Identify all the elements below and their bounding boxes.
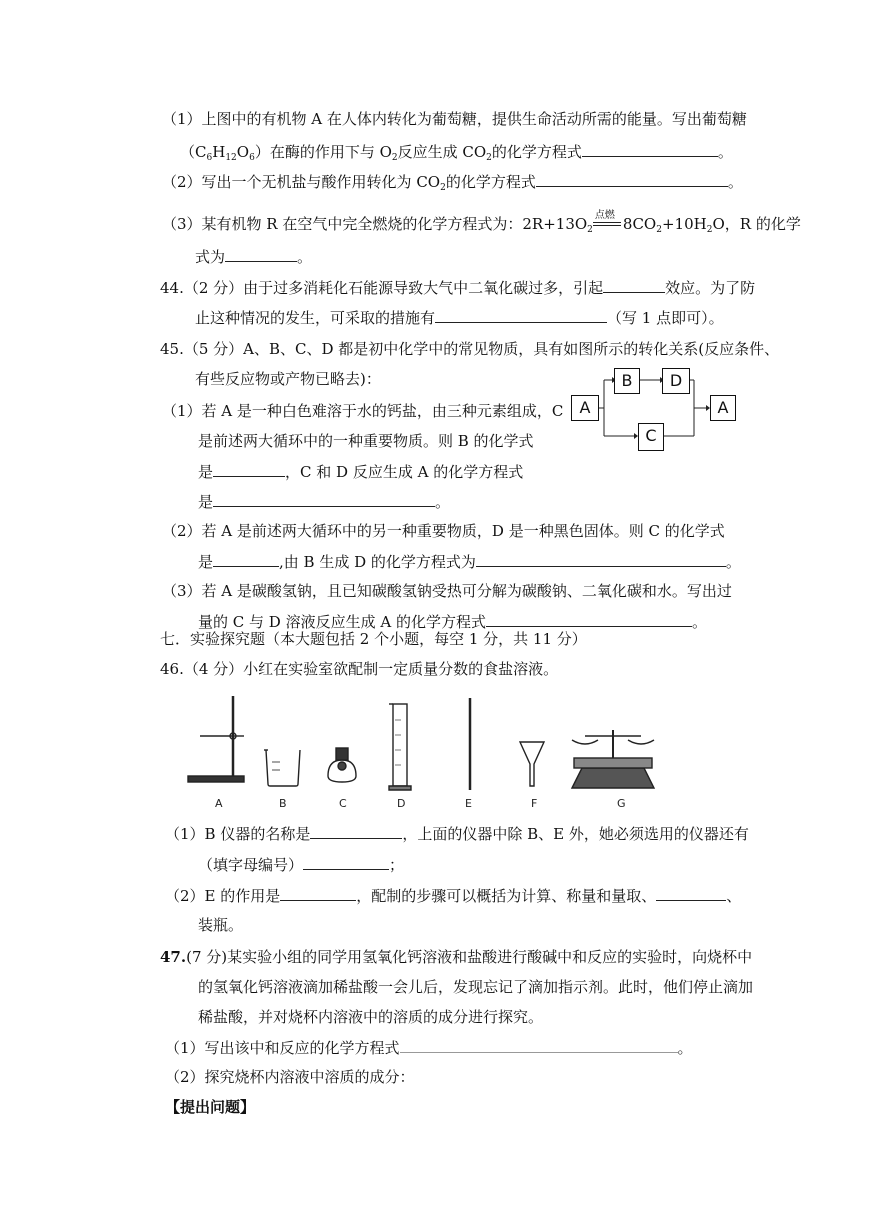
q45-part1-line2: 是前述两大循环中的一种重要物质。则 B 的化学式 <box>198 432 534 450</box>
answer-blank[interactable] <box>435 306 607 323</box>
q45-part3-line2: 量的 C 与 D 溶液反应生成 A 的化学方程式 。 <box>198 610 707 633</box>
q46-part1-line2: （填字母编号） ； <box>198 853 404 876</box>
q47-part2: （2）探究烧杯内溶液中溶质的成分： <box>165 1068 415 1086</box>
q46-part1-line1: （1）B 仪器的名称是 ，上面的仪器中除 B、E 外，她必须选用的仪器还有 <box>165 822 749 845</box>
q46-part2-line1: （2）E 的作用是 ，配制的步骤可以概括为计算、称量和量取、 、 <box>165 884 741 907</box>
q44-line1: 44.（2 分）由于过多消耗化石能源导致大气中二氧化碳过多，引起 效应。为了防 <box>160 276 755 299</box>
apparatus-label-f: F <box>531 797 538 810</box>
apparatus-label-b: B <box>279 797 287 810</box>
answer-blank[interactable] <box>213 460 285 477</box>
q45-part2-line2: 是 ,由 B 生成 D 的化学方程式为 。 <box>198 550 741 573</box>
answer-blank[interactable] <box>582 140 718 157</box>
answer-blank[interactable] <box>213 550 279 567</box>
q45-part1-line3: 是 ，C 和 D 反应生成 A 的化学方程式 <box>198 460 523 483</box>
q43-part1-line2: $(C_6H_{12}O_6)$在酶的作用下与 $O_2$反应生成 $CO_2$的化学方程式 。 <box>180 140 733 163</box>
q43-part1-line1: （1）上图中的有机物 A 在人体内转化为葡萄糖，提供生命活动所需的能量。写出葡萄糖 <box>162 110 747 128</box>
q47-line2: 的氢氧化钙溶液滴加稀盐酸一会儿后，发现忘记了滴加指示剂。此时，他们停止滴加 <box>198 978 754 996</box>
answer-blank[interactable] <box>310 822 402 839</box>
q45-part1-line4: 是 。 <box>198 490 450 513</box>
q47-line1: 47.(7 分)某实验小组的同学用氢氧化钙溶液和盐酸进行酸碱中和反应的实验时，向烧杯中 <box>160 948 753 966</box>
diagram-node-b: B <box>614 368 640 394</box>
q43-part3-line2: 式为 。 <box>195 245 312 268</box>
q45-line1: 45.（5 分）A、B、C、D 都是初中化学中的常见物质，具有如图所示的转化关系(反应条件、 <box>160 340 780 358</box>
answer-blank[interactable] <box>486 610 692 627</box>
diagram-node-d: D <box>662 368 690 394</box>
diagram-node-a-result: A <box>710 395 736 421</box>
q47-line3: 稀盐酸，并对烧杯内溶液中的溶质的成分进行探究。 <box>198 1008 544 1026</box>
q45-part1-line1: （1）若 A 是一种白色难溶于水的钙盐，由三种元素组成，C <box>162 402 564 420</box>
section-7-heading: 七．实验探究题（本大题包括 2 个小题，每空 1 分，共 11 分） <box>160 630 587 648</box>
q45-line2: 有些反应物或产物已略去)： <box>195 370 381 388</box>
apparatus-label-g: G <box>617 797 626 810</box>
funnel-icon <box>520 742 544 786</box>
apparatus-label-e: E <box>465 797 472 810</box>
answer-blank[interactable] <box>303 853 389 870</box>
q45-part2-line1: （2）若 A 是前述两大循环中的另一种重要物质，D 是一种黑色固体。则 C 的化学式 <box>162 522 725 540</box>
answer-blank[interactable] <box>536 170 728 187</box>
answer-blank[interactable] <box>280 884 356 901</box>
apparatus-label-a: A <box>215 797 223 810</box>
answer-blank[interactable] <box>476 550 726 567</box>
answer-blank[interactable] <box>656 884 726 901</box>
beaker-icon <box>266 750 300 786</box>
measuring-cylinder-icon <box>393 704 407 786</box>
q47-part1: （1）写出该中和反应的化学方程式 。 <box>165 1036 693 1059</box>
q45-part3-line1: （3）若 A 是碳酸氢钠，且已知碳酸氢钠受热可分解为碳酸钠、二氧化碳和水。写出过 <box>162 582 732 600</box>
q46-line1: 46.（4 分）小红在实验室欲配制一定质量分数的食盐溶液。 <box>160 660 559 678</box>
diagram-node-c: C <box>638 423 664 451</box>
answer-blank[interactable] <box>400 1036 678 1053</box>
answer-blank[interactable] <box>225 245 297 262</box>
iron-stand-icon <box>188 776 244 782</box>
q46-part2-line2: 装瓶。 <box>198 916 244 934</box>
answer-blank[interactable] <box>603 276 665 293</box>
balance-icon <box>572 768 654 788</box>
q47-raise-question-heading: 【提出问题】 <box>165 1098 256 1116</box>
apparatus-label-d: D <box>397 797 406 810</box>
q43-part3-line1: （3）某有机物 R 在空气中完全燃烧的化学方程式为：$2R+13O_2$ 点燃 $8CO_2+10H_2O$，R 的化学 <box>162 210 801 235</box>
diagram-node-a: A <box>571 395 599 421</box>
reaction-condition-arrow: 点燃 <box>593 215 623 235</box>
q43-part2: （2）写出一个无机盐与酸作用转化为 $CO_2$的化学方程式 。 <box>162 170 743 193</box>
answer-blank[interactable] <box>213 490 435 507</box>
apparatus-label-c: C <box>339 797 347 810</box>
q44-line2: 止这种情况的发生，可采取的措施有 （写 1 点即可）。 <box>195 306 724 329</box>
